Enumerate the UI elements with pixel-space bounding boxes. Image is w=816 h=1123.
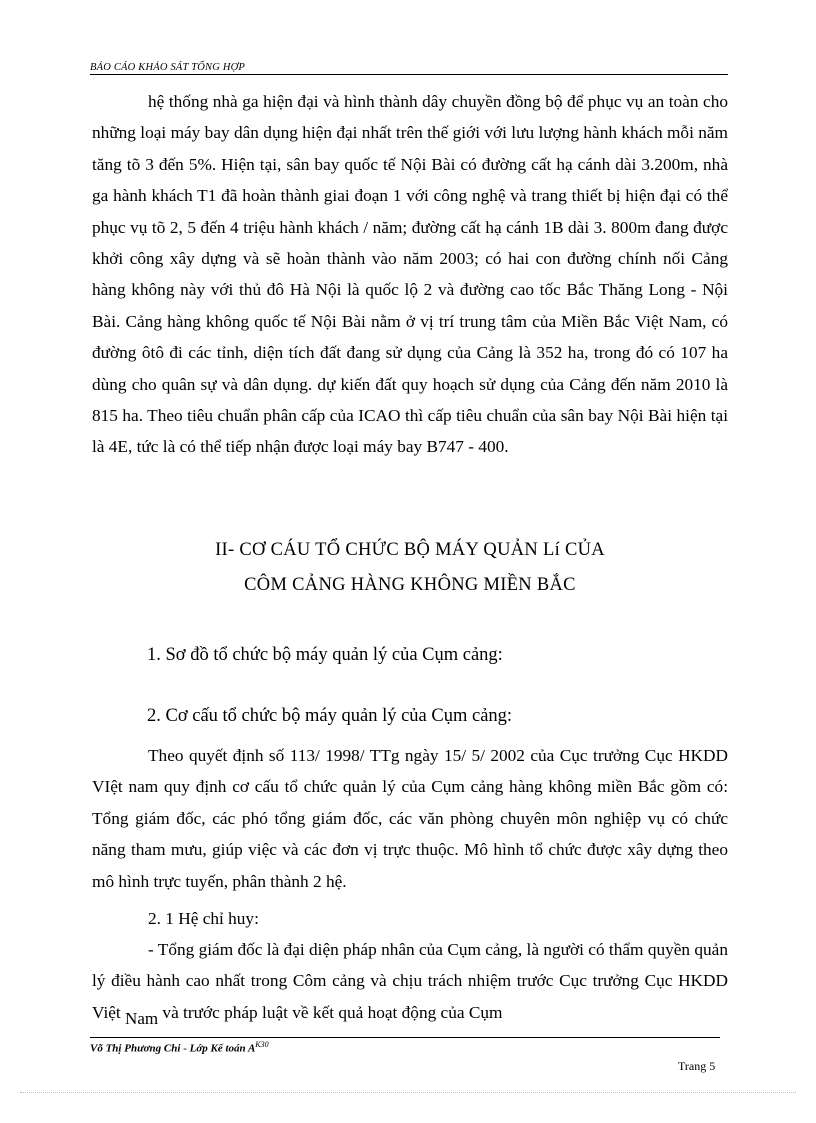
director-text: - Tổng giám đốc là đại diện pháp nhân của Cụm cảng, là người có thẩm quyền quản lý điều hành cao nhất trong Côm cảng và chịu trách nhiệm trước Cục trưởng Cục HKDD Việt: [92, 940, 728, 1022]
running-header: BẢO CÁO KHẢO SÁT TỔNG HỢP: [90, 62, 728, 75]
footer-divider: [90, 1037, 720, 1038]
director-sub-text: Nam: [125, 1008, 159, 1028]
intro-section: [92, 86, 728, 463]
command-section: [92, 903, 728, 934]
author-name: Võ Thị Phương Chi - Lớp Kế toán A: [90, 1042, 256, 1055]
director-tail-text: và trước pháp luật về kết quả hoạt động của Cụm: [162, 1002, 503, 1022]
section-2-1-title: 2. 1 Hệ chỉ huy:: [148, 909, 259, 928]
footer-author: [90, 1040, 269, 1055]
heading-line-2: CÔM CẢNG HÀNG KHÔNG MIỀN BẮC: [244, 575, 576, 595]
heading-line-1: II- CƠ CÁU TỔ CHỨC BỘ MÁY QUẢN Lí CỦA: [215, 540, 605, 560]
section-heading: [92, 533, 728, 603]
page-number: Trang 5: [678, 1059, 716, 1073]
intro-paragraph: hệ thống nhà ga hiện đại và hình thành dây chuyền đồng bộ để phục vụ an toàn cho những loại máy bay dân dụng hiện đại nhất trên thế giới với lưu lượng hành khách mỗi năm tăng tõ 3 đến 5%. Hiện tại, sân bay quốc tế Nội Bài có đường cất hạ cánh dài 3.200m, nhà ga hành khách T1 đã hoàn thành giai đoạn 1 với công nghệ và trang thiết bị hiện đại có thể phục vụ tõ 2, 5 đến 4 triệu hành khách / năm; đường cất hạ cánh 1B dài 3. 800m đang được khởi công xây dựng và sẽ hoàn thành vào năm 2003; có hai con đường chính nối Cảng hàng không này với thủ đô Hà Nội là quốc lộ 2 và đường cao tốc Bắc Thăng Long - Nội Bài. Cảng hàng không quốc tế Nội Bài nằm ở vị trí trung tâm của Miền Bắc Việt Nam, có đường ôtô đi các tỉnh, diện tích đất đang sử dụng của Cảng là 352 ha, trong đó có 107 ha dùng cho quân sự và dân dụng. dự kiến đất quy hoạch sử dụng của Cảng đến năm 2010 là 815 ha. Theo tiêu chuẩn phân cấp của ICAO thì cấp tiêu chuẩn của sân bay Nội Bài hiện tại là 4E, tức là có thể tiếp nhận được loại máy bay B747 - 400.: [92, 92, 728, 457]
subheading-org-chart: 1. Sơ đồ tổ chức bộ máy quản lý của Cụm cảng:: [147, 645, 503, 665]
decision-paragraph: Theo quyết định số 113/ 1998/ TTg ngày 15/ 5/ 2002 của Cục trưởng Cục HKDD VIệt nam quy định cơ cấu tổ chức quản lý của Cụm cảng hàng không miền Bắc gồm có: Tổng giám đốc, các phó tổng giám đốc, các văn phòng chuyên môn nghiệp vụ có chức năng tham mưu, giúp việc và các đơn vị trực thuộc. Mô hình tổ chức được xây dựng theo mô hình trực tuyến, phân thành 2 hệ.: [92, 746, 728, 891]
page-bottom-border: [20, 1092, 796, 1093]
director-section: [92, 934, 728, 1028]
decision-section: [92, 740, 728, 897]
subheading-org-structure: 2. Cơ cấu tổ chức bộ máy quản lý của Cụm cảng:: [147, 706, 513, 726]
director-paragraph: [92, 934, 728, 1028]
class-superscript: K30: [255, 1040, 269, 1049]
